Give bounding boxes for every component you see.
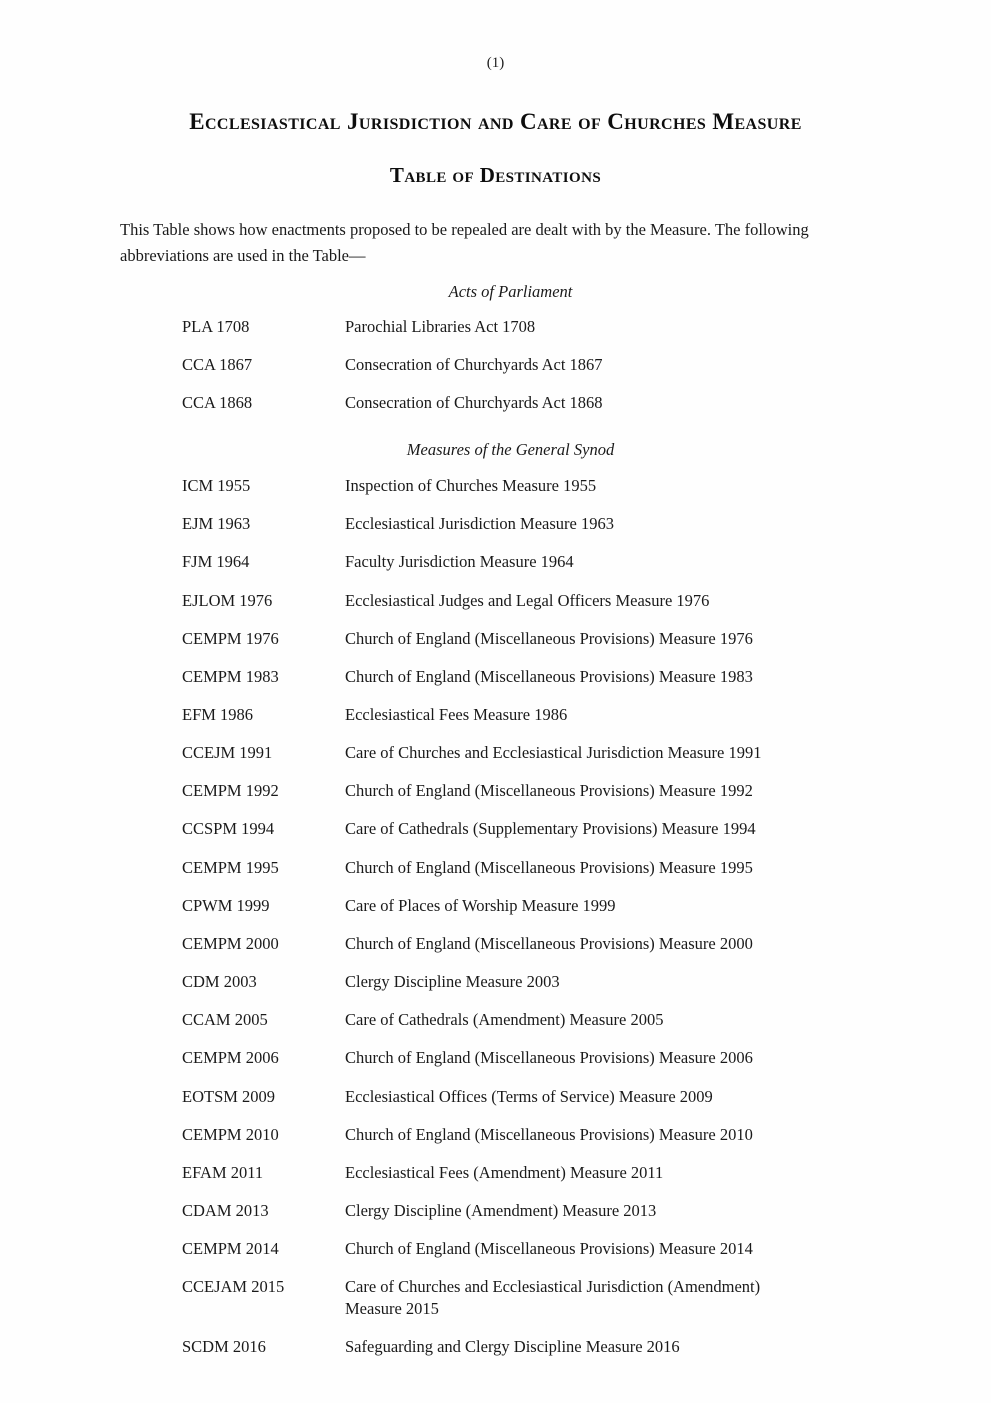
entry-description: Clergy Discipline Measure 2003 (345, 972, 560, 992)
entry-description: Church of England (Miscellaneous Provisions) Measure 1983 (345, 666, 753, 686)
table-row (0, 551, 991, 573)
subtitle-block (0, 163, 991, 188)
entry-description: Safeguarding and Clergy Discipline Measure 2016 (345, 1337, 680, 1357)
entry-abbreviation: CDM 2003 (182, 972, 257, 992)
entry-list (0, 475, 991, 1358)
entry-abbreviation: CEMPM 2010 (182, 1124, 279, 1144)
entry-description: Church of England (Miscellaneous Provisions) Measure 2000 (345, 933, 753, 953)
table-row (0, 628, 991, 650)
entry-description: Care of Churches and Ecclesiastical Jurisdiction (Amendment) Measure 2015 (345, 1277, 761, 1319)
table-row (0, 513, 991, 535)
entry-abbreviation: PLA 1708 (182, 317, 250, 336)
entry-abbreviation: EJM 1963 (182, 514, 251, 534)
table-row (0, 857, 991, 879)
entry-abbreviation: CCA 1867 (182, 355, 253, 375)
entry-abbreviation: EFAM 2011 (182, 1162, 264, 1182)
entry-description: Church of England (Miscellaneous Provisions) Measure 2010 (345, 1124, 753, 1144)
table-row (0, 1086, 991, 1108)
entry-description: Care of Cathedrals (Supplementary Provisions) Measure 1994 (345, 819, 756, 839)
table-row (0, 1162, 991, 1184)
table-row (0, 1200, 991, 1222)
entry-description: Church of England (Miscellaneous Provisions) Measure 1976 (345, 628, 753, 648)
table-row (0, 1124, 991, 1146)
entry-description: Care of Places of Worship Measure 1999 (345, 895, 616, 915)
entry-abbreviation: SCDM 2016 (182, 1337, 266, 1357)
entry-abbreviation: CCEJAM 2015 (182, 1277, 285, 1297)
entry-description: Care of Churches and Ecclesiastical Jurisdiction Measure 1991 (345, 743, 762, 763)
entry-abbreviation: CCSPM 1994 (182, 819, 275, 839)
entry-list (0, 316, 991, 414)
table-row (0, 475, 991, 497)
section-acts-of-parliament (0, 282, 991, 414)
table-row (0, 354, 991, 376)
page-number: (1) (486, 55, 505, 71)
entry-abbreviation: CDAM 2013 (182, 1201, 269, 1221)
table-row (0, 895, 991, 917)
entry-abbreviation: CEMPM 1976 (182, 628, 279, 648)
entry-abbreviation: ICM 1955 (182, 476, 251, 496)
entry-description: Church of England (Miscellaneous Provisions) Measure 1995 (345, 857, 753, 877)
section-heading: Measures of the General Synod (406, 440, 615, 460)
entry-abbreviation: EFM 1986 (182, 705, 254, 725)
entry-abbreviation: CEMPM 2000 (182, 933, 279, 953)
destinations-table (0, 282, 991, 1374)
entry-description: Ecclesiastical Offices (Terms of Service) Measure 2009 (345, 1086, 713, 1106)
entry-description: Ecclesiastical Fees (Amendment) Measure 2011 (345, 1162, 664, 1182)
entry-abbreviation: CCEJM 1991 (182, 743, 273, 763)
entry-abbreviation: EOTSM 2009 (182, 1086, 276, 1106)
entry-description: Care of Cathedrals (Amendment) Measure 2005 (345, 1010, 664, 1030)
entry-description: Consecration of Churchyards Act 1868 (345, 393, 603, 413)
entry-abbreviation: CEMPM 2006 (182, 1048, 279, 1068)
entry-abbreviation: CCAM 2005 (182, 1010, 268, 1030)
table-row (0, 780, 991, 802)
intro-paragraph: This Table shows how enactments proposed to be repealed are dealt with by the Measure. The following abbreviations are used in the Table— (120, 219, 809, 266)
table-row (0, 392, 991, 414)
entry-description: Church of England (Miscellaneous Provisions) Measure 2006 (345, 1048, 753, 1068)
page-title: Ecclesiastical Jurisdiction and Care of Churches Measure (189, 109, 802, 134)
table-row (0, 1336, 991, 1358)
table-row (0, 666, 991, 688)
entry-description: Church of England (Miscellaneous Provisions) Measure 2014 (345, 1239, 753, 1259)
entry-abbreviation: CPWM 1999 (182, 895, 270, 915)
entry-abbreviation: CEMPM 1992 (182, 781, 279, 801)
entry-abbreviation: CEMPM 1995 (182, 857, 279, 877)
entry-description: Ecclesiastical Jurisdiction Measure 1963 (345, 514, 614, 534)
table-row (0, 1009, 991, 1031)
table-row (0, 590, 991, 612)
entry-abbreviation: EJLOM 1976 (182, 590, 273, 610)
entry-abbreviation: CEMPM 2014 (182, 1239, 279, 1259)
entry-description: Consecration of Churchyards Act 1867 (345, 355, 603, 375)
table-row (0, 316, 991, 338)
section-heading: Acts of Parliament (448, 282, 573, 301)
page-subtitle: Table of Destinations (389, 163, 602, 187)
entry-description: Parochial Libraries Act 1708 (345, 317, 536, 336)
section-measures-general-synod (0, 440, 991, 1358)
entry-description: Ecclesiastical Judges and Legal Officers Measure 1976 (345, 590, 710, 610)
entry-description: Clergy Discipline (Amendment) Measure 2013 (345, 1201, 657, 1221)
title-block (0, 108, 991, 136)
table-row (0, 704, 991, 726)
entry-description: Church of England (Miscellaneous Provisions) Measure 1992 (345, 781, 753, 801)
table-row (0, 971, 991, 993)
entry-abbreviation: CEMPM 1983 (182, 666, 279, 686)
table-row (0, 742, 991, 764)
table-row (0, 818, 991, 840)
table-row (0, 1047, 991, 1069)
entry-abbreviation: CCA 1868 (182, 393, 253, 413)
table-row (0, 1276, 991, 1320)
table-row (0, 933, 991, 955)
entry-abbreviation: FJM 1964 (182, 552, 250, 572)
entry-description: Inspection of Churches Measure 1955 (345, 476, 597, 496)
entry-description: Faculty Jurisdiction Measure 1964 (345, 552, 574, 572)
entry-description: Ecclesiastical Fees Measure 1986 (345, 705, 568, 725)
table-row (0, 1238, 991, 1260)
